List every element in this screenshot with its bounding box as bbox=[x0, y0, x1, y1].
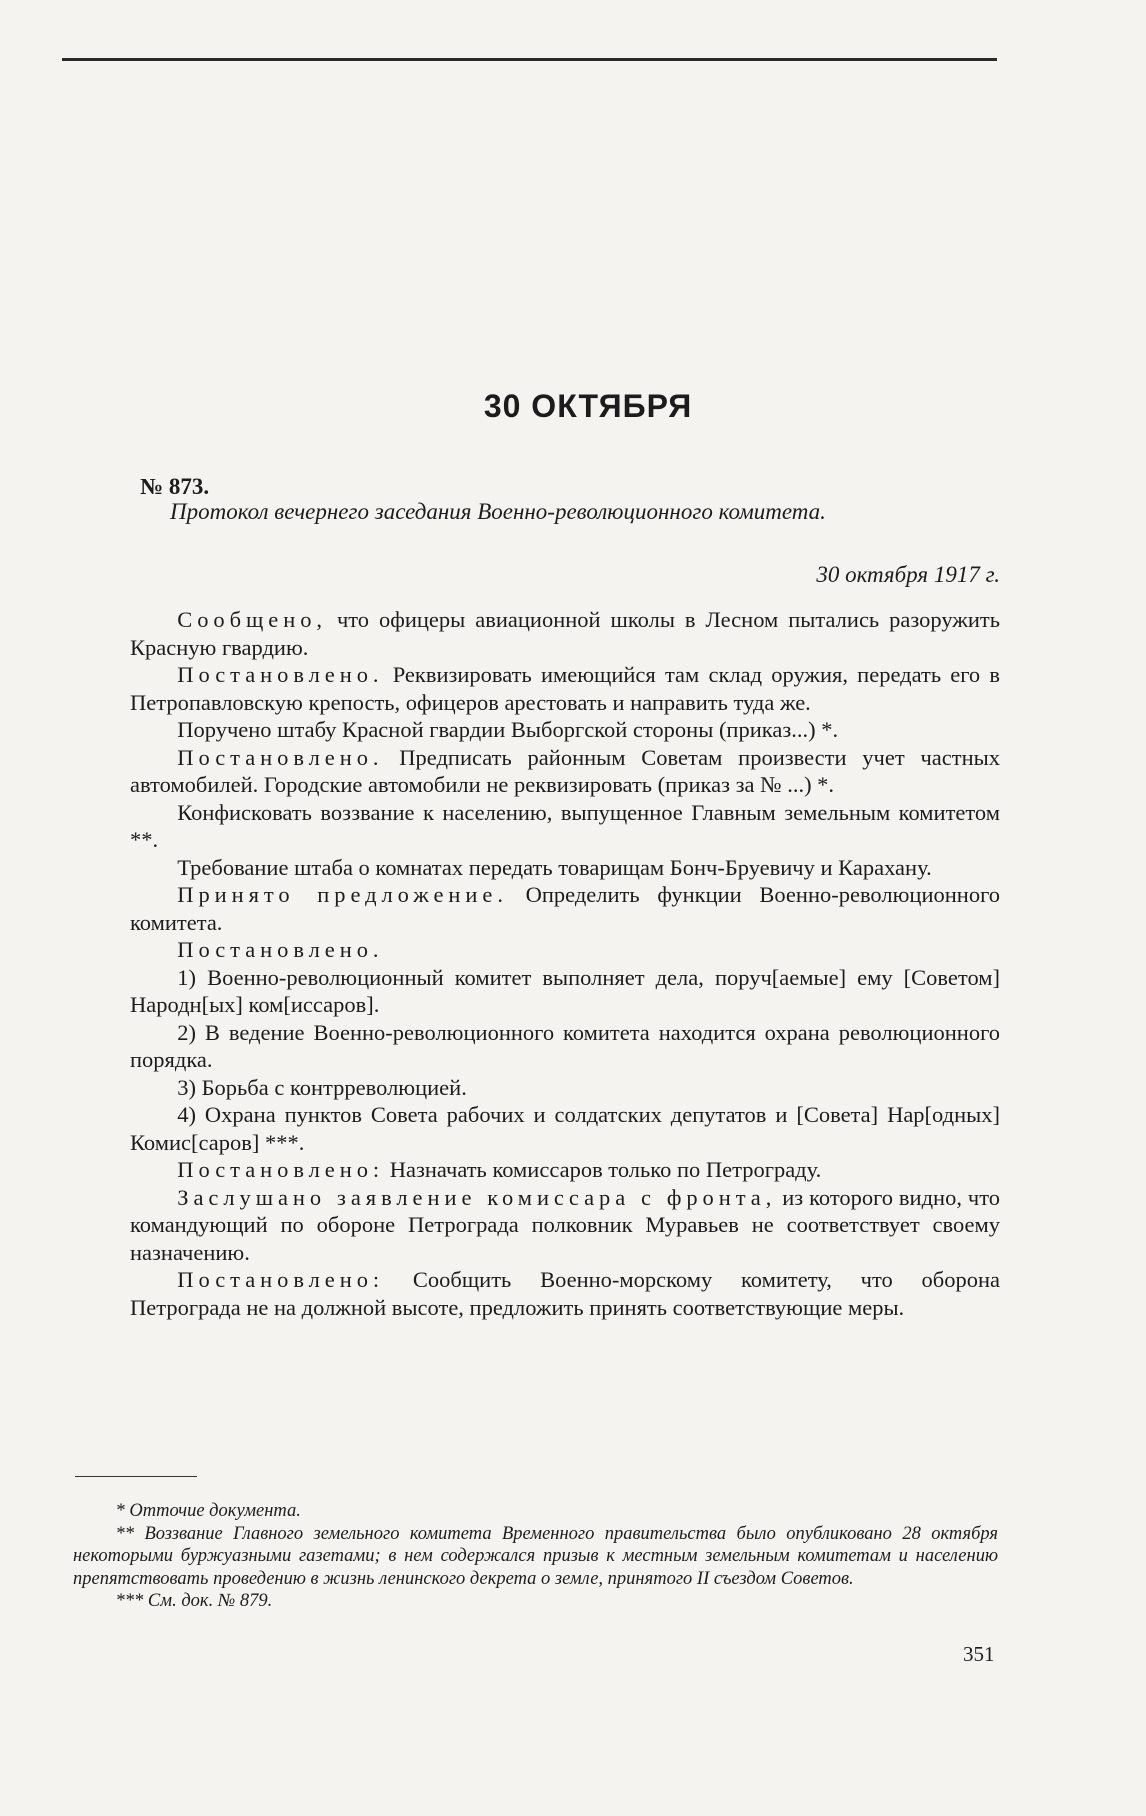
paragraph-text: 2) В ведение Военно-революционного комитета находится охрана революционного порядка. bbox=[130, 1019, 1000, 1072]
paragraph-text: 4) Охрана пунктов Совета рабочих и солдатских депутатов и [Совета] Нар[одных] Комис[саров] ***. bbox=[130, 1102, 1000, 1155]
paragraph-text: Предписать районным Советам произвести учет частных автомобилей. Городские автомобили не реквизировать (приказ за № ...) *. bbox=[130, 744, 1000, 797]
footnotes bbox=[73, 1500, 998, 1613]
footnote: *** См. док. № 879. bbox=[115, 1591, 273, 1611]
paragraph-text: Требование штаба о комнатах передать товарищам Бонч-Бруевичу и Карахану. bbox=[177, 854, 932, 880]
paragraph bbox=[130, 964, 1000, 1019]
footnote: * Отточие документа. bbox=[115, 1501, 301, 1521]
paragraph bbox=[130, 799, 1000, 854]
paragraph-text: из которого видно, что командующий по обороне Петрограда полковник Муравьев не соответствует своему назначению. bbox=[130, 1184, 1000, 1265]
spaced-lead: Постановлено: bbox=[177, 1157, 385, 1182]
paragraph-text: 1) Военно-революционный комитет выполняет дела, поруч[аемые] ему [Советом] Народн[ых] ком[иссаров]. bbox=[130, 964, 1000, 1017]
paragraph-text: Назначать комиссаров только по Петрограду. bbox=[384, 1157, 822, 1182]
paragraph-text: Сообщить Военно-морскому комитету, что оборона Петрограда не на должной высоте, предложить принять соответствующие меры. bbox=[130, 1267, 1000, 1320]
footnote: ** Воззвание Главного земельного комитета Временного правительства было опубликовано 28 октября некоторыми буржуазными газетами; в нем содержался призыв к местным земельным комитетам и населению препятствовать проведению в жизнь ленинского декрета о земле, принятого II съездом Советов. bbox=[73, 1523, 998, 1589]
paragraph bbox=[130, 854, 1000, 882]
paragraph bbox=[130, 881, 1000, 936]
spaced-lead: Постановлено. bbox=[177, 662, 384, 687]
footnote-divider bbox=[75, 1476, 197, 1477]
paragraph bbox=[130, 744, 1000, 799]
paragraph bbox=[130, 1184, 1000, 1267]
paragraph bbox=[130, 716, 1000, 744]
paragraph-text: что офицеры авиационной школы в Лесном пытались разоружить Красную гвардию. bbox=[130, 607, 1000, 660]
protocol-body bbox=[130, 606, 1000, 1321]
paragraph-text: Поручено штабу Красной гвардии Выборгской стороны (приказ...) *. bbox=[177, 717, 839, 742]
paragraph bbox=[130, 936, 1000, 964]
header-rule bbox=[62, 58, 997, 61]
spaced-lead: Сообщено, bbox=[177, 607, 327, 632]
paragraph bbox=[130, 1019, 1000, 1074]
paragraph-text: Реквизировать имеющийся там склад оружия, передать его в Петропавловскую крепость, офицеров арестовать и направить туда же. bbox=[130, 662, 1000, 715]
page-number: 351 bbox=[963, 1642, 995, 1666]
paragraph bbox=[130, 661, 1000, 716]
document-title: Протокол вечернего заседания Военно-революционного комитета. bbox=[170, 499, 826, 524]
spaced-lead: Постановлено: bbox=[177, 1267, 385, 1292]
paragraph bbox=[130, 1156, 1000, 1184]
document-date: 30 октября 1917 г. bbox=[816, 562, 1000, 587]
paragraph bbox=[130, 1266, 1000, 1321]
spaced-lead: Заслушано заявление комиссара с фронта, bbox=[177, 1184, 777, 1210]
paragraph-text: Определить функции Военно-революционного комитета. bbox=[130, 882, 1001, 935]
spaced-lead: Постановлено. bbox=[177, 744, 384, 770]
paragraph bbox=[130, 1101, 1000, 1156]
document-number: № 873. bbox=[140, 474, 210, 499]
spaced-lead: Постановлено. bbox=[177, 937, 384, 962]
paragraph bbox=[130, 1074, 1000, 1102]
paragraph-text: Конфисковать воззвание к населению, выпущенное Главным земельным комитетом **. bbox=[130, 799, 1000, 852]
paragraph-text: 3) Борьба с контрреволюцией. bbox=[177, 1074, 467, 1100]
date-heading: 30 ОКТЯБРЯ bbox=[483, 388, 693, 424]
paragraph bbox=[130, 606, 1000, 661]
spaced-lead: Принято предложение. bbox=[177, 882, 508, 907]
